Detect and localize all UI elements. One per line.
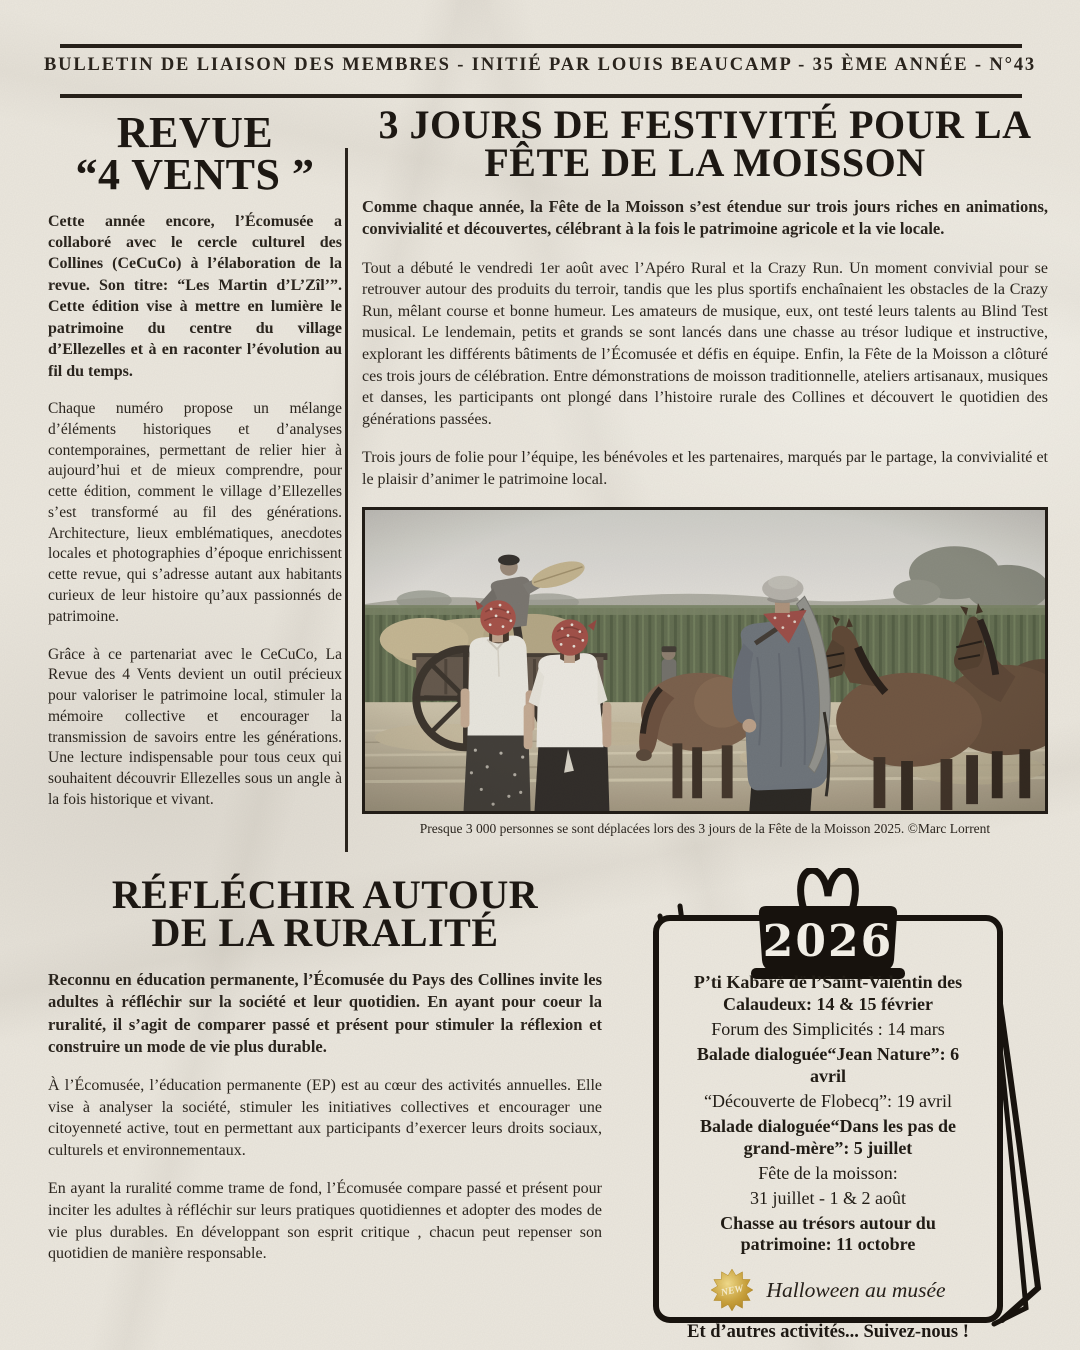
event-item: Chasse au trésors autour du patrimoine: 11 octobre xyxy=(720,1212,936,1255)
article-fete-lead: Comme chaque année, la Fête de la Moisson s’est étendue sur trois jours riches en animations, convivialité et découvertes, célébrant à la fois le patrimoine agricole et la vie locale. xyxy=(362,197,1048,239)
event-item: “Découverte de Flobecq”: 19 avril xyxy=(704,1090,952,1111)
article-fete-title-line2: FÊTE DE LA MOISSON xyxy=(484,140,926,185)
article-revue xyxy=(48,108,342,828)
article-ruralite-lead: Reconnu en éducation permanente, l’Écomusée du Pays des Collines invite les adultes à réfléchir sur la société et leur quotidien. En ayant pour coeur la ruralité, il s’agit de comparer passé et présent pour stimuler la réflexion et construire un mode de vie plus durable. xyxy=(48,970,602,1056)
article-fete-title-line1: 3 JOURS DE FESTIVITÉ POUR LA xyxy=(378,102,1032,147)
article-revue-title-line1: REVUE xyxy=(116,108,274,157)
article-ruralite-title-line2: DE LA RURALITÉ xyxy=(151,910,499,955)
article-fete-para1: Tout a débuté le vendredi 1er août avec l’Apéro Rural et la Crazy Run. Un moment convivial pour se retrouver autour des produits du terroir, tandis que les plus sportifs enchaînaient les obstacles de la Crazy Run, mêlant course et bonne humeur. Les amateurs de musique, eux, ont testé leurs talents au Blind Test musical. Le lendemain, petits et grands se sont lancés dans une chasse au trésor ludique et instructive, explorant les différents bâtiments de l’Écomusée et défis en équipe. Enfin, la Fête de la Moisson a clôturé ces trois jours de célébration. Entre démonstrations de moisson traditionnelle, ateliers artisanaux, musiques et danses, les participants ont plongé dans l’histoire rurale des Collines et découvert le quotidien des générations passées. xyxy=(362,259,1048,428)
calendar-footer: Et d’autres activités... Suivez-nous ! xyxy=(687,1322,969,1343)
masthead-rule-bottom xyxy=(60,94,1022,98)
event-item: Balade dialoguée“Dans les pas de grand-mère”: 5 juillet xyxy=(699,1115,957,1158)
event-item: 31 juillet - 1 & 2 août xyxy=(750,1187,906,1208)
event-list xyxy=(678,972,978,1256)
calendar-highlight-row xyxy=(678,1268,978,1312)
new-badge-icon xyxy=(710,1268,754,1312)
masthead: BULLETIN DE LIAISON DES MEMBRES - INITIÉ PAR LOUIS BEAUCAMP - 35 ÈME ANNÉE - N°43 xyxy=(43,55,1037,75)
article-ruralite-title xyxy=(48,872,602,955)
article-revue-title xyxy=(48,108,342,199)
article-fete xyxy=(362,102,1048,837)
binder-clip-icon xyxy=(751,870,905,979)
article-ruralite-para2: En ayant la ruralité comme trame de fond, l’Écomusée compare passé et présent pour inciter les adultes à réfléchir sur leurs pratiques quotidiennes et adopter des modes de vie plus durables. En développant son esprit critique , chacun peut repenser son quotidien de manière responsable. xyxy=(48,1180,602,1263)
article-revue-lead: Cette année encore, l’Écomusée a collaboré avec le cercle culturel des Collines (CeCuCo) à l’élaboration de la revue. Son titre: “Les Martin d’L’Zîl’”. Cette édition vise à mettre en lumière le patrimoine du centre du village d’Ellezelles et à en raconter l’évolution au fil du temps. xyxy=(48,212,342,380)
harvest-photo xyxy=(362,507,1048,814)
article-ruralite xyxy=(48,872,602,1282)
event-item: Forum des Simplicités : 14 mars xyxy=(711,1018,945,1039)
harvest-photo-illustration xyxy=(365,510,1045,811)
article-revue-para2: Grâce à ce partenariat avec le CeCuCo, La Revue des 4 Vents devient un outil précieux pour valoriser le patrimoine local, stimuler la mémoire collective et encourager la transmission de savoirs entre les générations. Une lecture indispensable pour tous ceux qui souhaitent découvrir Ellezelles sous un angle à la fois historique et vivant. xyxy=(48,645,342,808)
article-ruralite-title-line1: RÉFLÉCHIR AUTOUR xyxy=(111,872,539,917)
photo-caption: Presque 3 000 personnes se sont déplacées lors des 3 jours de la Fête de la Moisson 2025. ©Marc Lorrent xyxy=(419,821,991,837)
event-item: P’ti Kabarë dë l’Saint-Valentin des Calaudeux: 14 & 15 février xyxy=(693,972,963,1014)
calendar-2026 xyxy=(640,868,1052,1346)
article-revue-title-line2: “4 VENTS ” xyxy=(75,149,315,199)
calendar-year: 2026 xyxy=(762,916,894,967)
event-item: Balade dialoguée“Jean Nature”: 6 avril xyxy=(696,1043,960,1086)
calendar-body xyxy=(678,972,978,1343)
article-fete-para2: Trois jours de folie pour l’équipe, les bénévoles et les partenaires, marqués par le partage, la convivialité et le plaisir d’animer le patrimoine local. xyxy=(362,449,1048,488)
masthead-rule-top xyxy=(60,44,1022,48)
event-item: Fête de la moisson: xyxy=(758,1162,898,1183)
article-revue-para1: Chaque numéro propose un mélange d’éléments historiques et d’analyses contemporaines, permettant de relier hier à aujourd’hui et de mieux comprendre, pour cette édition, comment le village d’Ellezelles s’est transformé au fil des générations. Architecture, lieux emblématiques, anecdotes locales et photographies d’époque enrichissent cette revue, qui s’adresse autant aux habitants curieux de leur histoire qu’aux passionnés de patrimoine. xyxy=(48,400,342,625)
calendar-highlight: Halloween au musée xyxy=(766,1277,946,1302)
column-divider xyxy=(345,148,348,852)
article-ruralite-para1: À l’Écomusée, l’éducation permanente (EP) est au cœur des activités annuelles. Elle vise à analyser la société, stimuler les initiatives collectives et encourager une citoyenneté active, tout en permettant aux participants d’exercer leurs droits sociaux, culturels et environnementaux. xyxy=(48,1077,602,1159)
svg-text:NEW: NEW xyxy=(720,1283,745,1300)
article-fete-title xyxy=(362,102,1048,185)
